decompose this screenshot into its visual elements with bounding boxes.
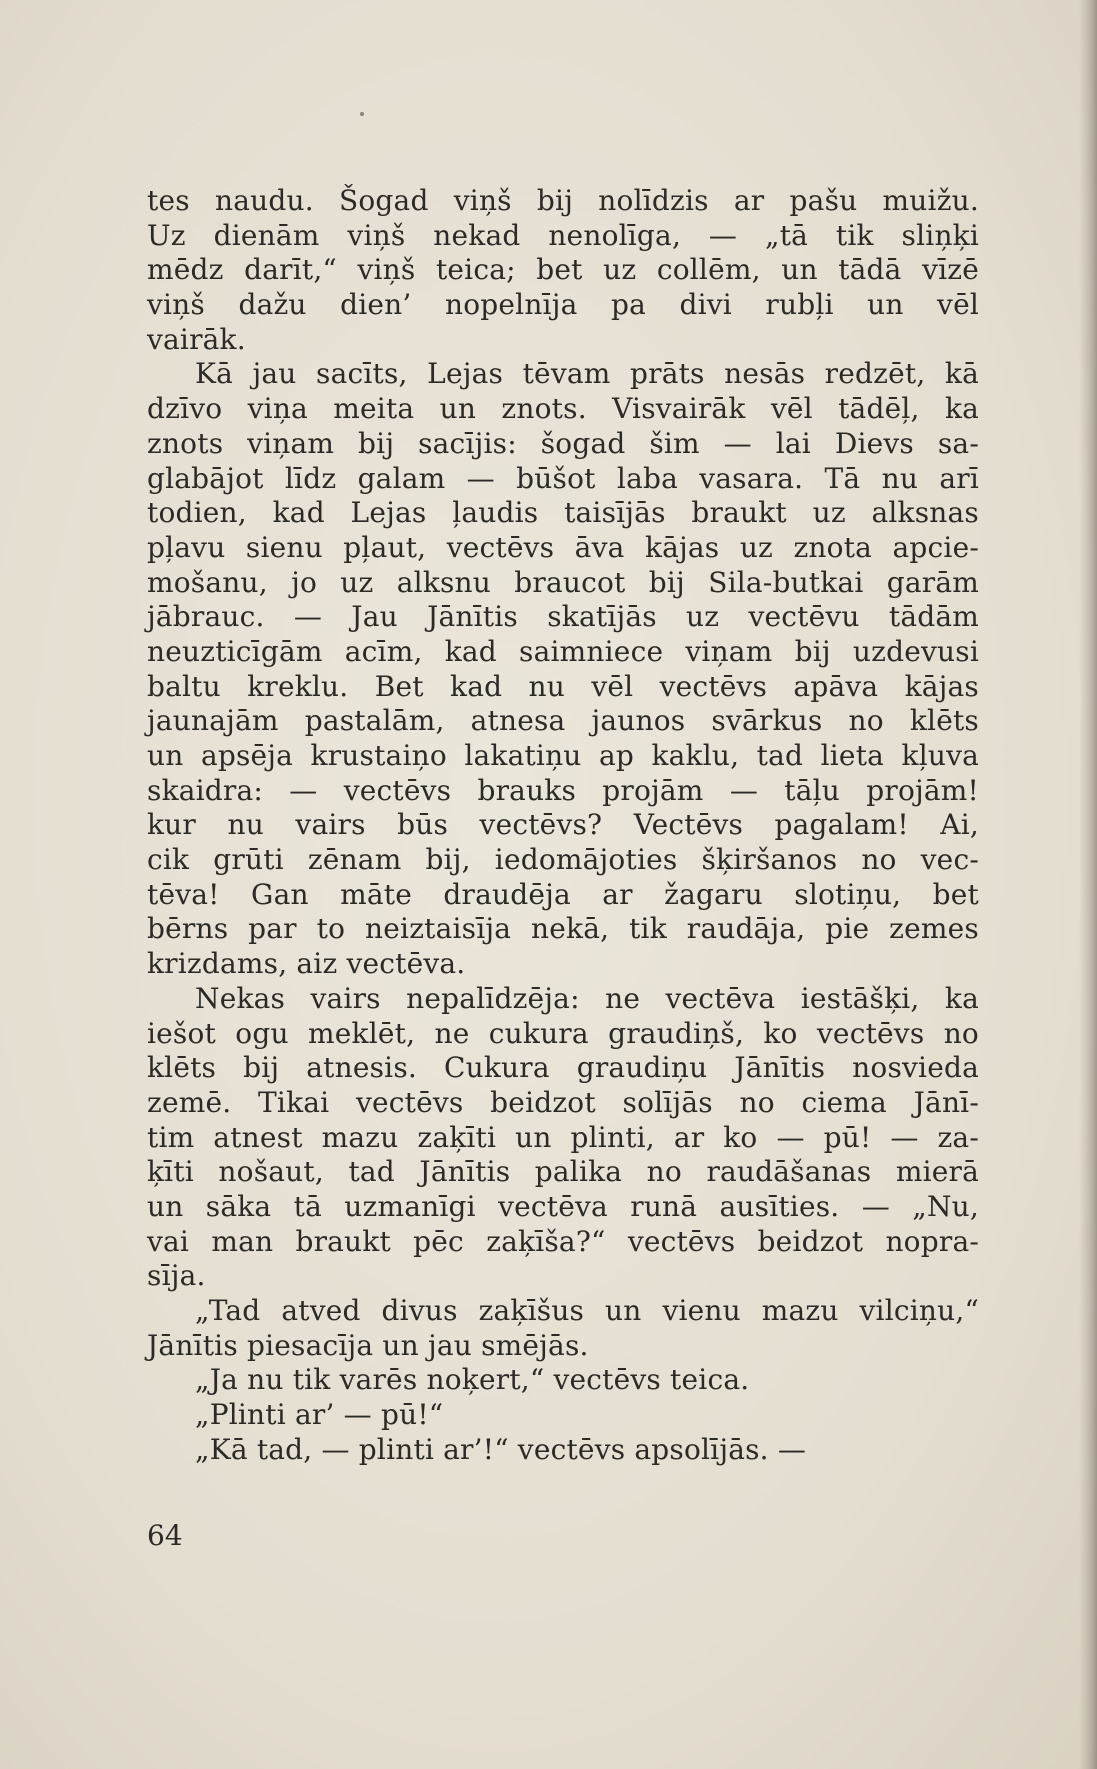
text-line: skaidra: — vectēvs brauks projām — tāļu projām! [147, 773, 979, 807]
text-line: pļavu sienu pļaut, vectēvs āva kājas uz znota apcie- [147, 530, 979, 564]
text-line: Uz dienām viņš nekad nenolīga, — „tā tik sliņķi [147, 218, 979, 252]
text-line: jaunajām pastalām, atnesa jaunos svārkus no klēts [147, 704, 979, 738]
text-line: neuzticīgām acīm, kad saimniece viņam bij uzdevusi [147, 634, 979, 668]
text-line: dzīvo viņa meita un znots. Visvairāk vēl tādēļ, ka [147, 392, 979, 426]
text-line: glabājot līdz galam — būšot laba vasara. Tā nu arī [147, 461, 979, 495]
text-line: sīja. [147, 1259, 206, 1293]
text-line: un apsēja krustaiņo lakatiņu ap kaklu, tad lieta kļuva [147, 739, 979, 772]
text-line: mošanu, jo uz alksnu braucot bij Sila-butkai garām [147, 565, 979, 599]
text-line: bērns par to neiztaisīja nekā, tik raudāja, pie zemes [147, 912, 979, 946]
text-line: „Ja nu tik varēs noķert,“ vectēvs teica. [195, 1363, 750, 1397]
text-line: tes naudu. Šogad viņš bij nolīdzis ar pašu muižu. [147, 184, 979, 217]
text-line: tim atnest mazu zaķīti un plinti, ar ko — pū! — za- [147, 1120, 979, 1154]
text-line: „Kā tad, — plinti ar’!“ vectēvs apsolījās. — [195, 1432, 807, 1466]
text-line: Jānītis piesacīja un jau smējās. [147, 1328, 589, 1362]
text-line: mēdz darīt,“ viņš teica; bet uz collēm, un tādā vīzē [147, 253, 979, 287]
text-line: un sāka tā uzmanīgi vectēva runā ausīties. — „Nu, [147, 1189, 979, 1223]
page-number: 64 [147, 1519, 183, 1552]
text-line: baltu kreklu. Bet kad nu vēl vectēvs apāva kājas [147, 669, 979, 703]
text-line: vai man braukt pēc zaķīša?“ vectēvs beidzot nopra- [147, 1224, 979, 1258]
text-line: kur nu vairs būs vectēvs? Vectēvs pagalam! Ai, [147, 808, 979, 842]
text-line: cik grūti zēnam bij, iedomājoties šķiršanos no vec- [147, 843, 979, 877]
text-line: klēts bij atnesis. Cukura graudiņu Jānītis nosvieda [147, 1051, 979, 1085]
text-line: „Tad atved divus zaķīšus un vienu mazu vilciņu,“ [195, 1294, 979, 1327]
text-line: todien, kad Lejas ļaudis taisījās braukt uz alksnas [147, 496, 979, 530]
body-text [147, 184, 979, 1467]
text-line: znots viņam bij sacījis: šogad šim — lai Dievs sa- [147, 426, 979, 460]
text-line: tēva! Gan māte draudēja ar žagaru slotiņu, bet [147, 877, 979, 911]
page-edge-shadow [1079, 0, 1097, 1769]
text-line: vairāk. [147, 322, 246, 356]
text-line: ķīti nošaut, tad Jānītis palika no raudāšanas mierā [147, 1155, 979, 1189]
text-line: „Plinti ar’ — pū!“ [195, 1398, 444, 1432]
text-line: zemē. Tikai vectēvs beidzot solījās no ciema Jānī- [147, 1085, 979, 1119]
paper-speck [360, 112, 364, 116]
text-line: Nekas vairs nepalīdzēja: ne vectēva iestāšķi, ka [195, 981, 979, 1015]
text-line: viņš dažu dien’ nopelnīja pa divi rubļi un vēl [147, 288, 979, 322]
text-line: jābrauc. — Jau Jānītis skatījās uz vectēvu tādām [147, 600, 979, 634]
text-line: Kā jau sacīts, Lejas tēvam prāts nesās redzēt, kā [195, 357, 979, 391]
text-line: krizdams, aiz vectēva. [147, 947, 466, 981]
text-line: iešot ogu meklēt, ne cukura graudiņš, ko vectēvs no [147, 1016, 979, 1050]
